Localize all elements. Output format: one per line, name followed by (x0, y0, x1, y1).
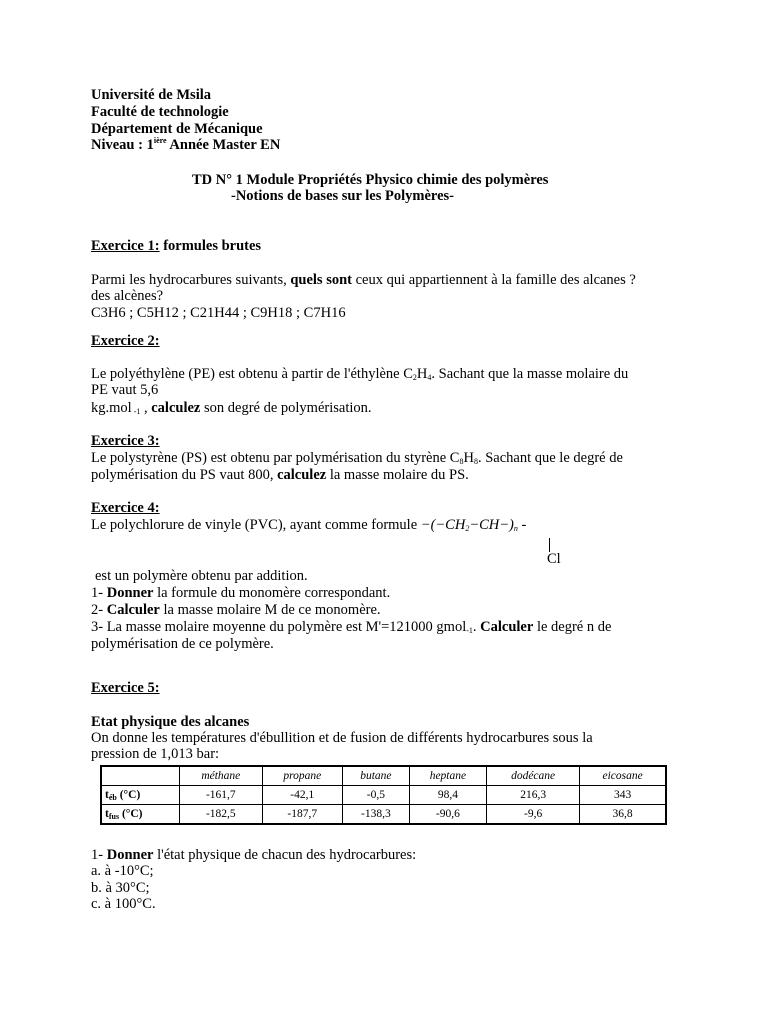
col-header: méthane (180, 766, 263, 786)
col-header: propane (262, 766, 342, 786)
table-row (101, 786, 666, 805)
ex4-q3-bold: Calculer (480, 619, 534, 635)
table-cell: -90,6 (409, 805, 486, 825)
ex4-p1-text: Le polychlorure de vinyle (PVC), ayant comme formule (91, 517, 421, 533)
pvc-formula-a: −(−CH (420, 517, 466, 533)
pvc-chlorine: Cl (547, 551, 561, 567)
ex1-heading: Exercice 1: (91, 238, 160, 254)
ex2-p3-bold: calculez (151, 400, 201, 416)
ex1-p1 (91, 272, 636, 289)
ex4-heading: Exercice 4: (91, 500, 160, 516)
ex3-mid: H (463, 450, 474, 466)
table-corner-cell (101, 766, 180, 786)
ex4-p1 (91, 517, 526, 537)
ex2-p1 (91, 366, 628, 386)
ex2-p3-post: son degré de polymérisation. (200, 400, 372, 416)
pvc-formula-n: n (513, 524, 518, 533)
ex1-p1-bold: quels sont (290, 272, 352, 288)
ex3-p1-pre: Le polystyrène (PS) est obtenu par polymérisation du styrène C (91, 450, 460, 466)
ex3-heading: Exercice 3: (91, 433, 160, 449)
ex4-q3-pre: 3- La masse molaire moyenne du polymère est M'=121000 gmol (91, 619, 467, 635)
ex1-p1-pre: Parmi les hydrocarbures suivants, (91, 272, 291, 288)
ex4-q2 (91, 602, 381, 619)
ex4-q2-pre: 2- (91, 602, 107, 618)
formula-bond-line (549, 538, 550, 552)
level-pre: Niveau : 1 (91, 137, 154, 153)
ex5-p2: pression de 1,013 bar: (91, 746, 220, 762)
ex5-item-b: b. à 30°C; (91, 880, 150, 896)
table-cell: -42,1 (262, 786, 342, 805)
pvc-formula (421, 517, 518, 533)
table-cell: 216,3 (487, 786, 580, 805)
row2-label-post: (°C) (119, 807, 143, 820)
row1-label-post: (°C) (116, 788, 141, 801)
alkane-temperature-table (100, 765, 667, 825)
table-cell: -138,3 (342, 805, 409, 825)
table-cell: 343 (580, 786, 666, 805)
ex4-q1-post: la formule du monomère correspondant. (153, 585, 391, 601)
department-name: Département de Mécanique (91, 121, 263, 137)
table-row (101, 805, 666, 825)
ex5-item-c: c. à 100°C. (91, 896, 156, 912)
ex2-p3-mid: , (140, 400, 152, 416)
ex2-p1-pre: Le polyéthylène (PE) est obtenu à partir de l'éthylène C (91, 366, 413, 382)
ex4-p2: est un polymère obtenu par addition. (95, 568, 308, 584)
ex1-heading-line (91, 238, 261, 255)
ex4-q1-pre: 1- (91, 585, 107, 601)
ex4-q3-sub: -1 (466, 626, 473, 635)
ex5-p1: On donne les températures d'ébullition et de fusion de différents hydrocarbures sous la (91, 730, 593, 746)
ex1-p1-post: ceux qui appartiennent à la famille des alcanes ? (352, 272, 636, 288)
row-label-boiling (101, 786, 180, 805)
ex5-q1-post: l'état physique de chacun des hydrocarbures: (153, 847, 417, 863)
ex3-p2-post: la masse molaire du PS. (326, 467, 469, 483)
university-name: Université de Msila (91, 87, 212, 103)
col-header: eicosane (580, 766, 666, 786)
ex3-p2-bold: calculez (277, 467, 327, 483)
table-cell: 98,4 (409, 786, 486, 805)
table-cell: -9,6 (487, 805, 580, 825)
ex4-q2-post: la masse molaire M de ce monomère. (159, 602, 381, 618)
ex4-q3-line2: polymérisation de ce polymère. (91, 636, 274, 652)
doc-title: TD N° 1 Module Propriétés Physico chimie des polymères (192, 172, 549, 188)
level-sup: ière (153, 136, 167, 145)
ex2-heading: Exercice 2: (91, 333, 160, 349)
ex2-sub2: 4 (427, 373, 432, 382)
level-post: Année Master EN (166, 137, 281, 153)
ex3-p2 (91, 467, 469, 484)
ex4-q3-post: le degré n de (533, 619, 612, 635)
ex2-mid: H (416, 366, 428, 382)
table-cell: 36,8 (580, 805, 666, 825)
ex2-sub1: 2 (412, 373, 417, 382)
ex4-q3-mid: . (472, 619, 481, 635)
doc-subtitle: -Notions de bases sur les Polymères- (231, 188, 454, 204)
col-header: butane (342, 766, 409, 786)
ex5-item-a: a. à -10°C; (91, 863, 154, 879)
ex5-q1 (91, 847, 416, 864)
ex3-p2-pre: polymérisation du PS vaut 800, (91, 467, 278, 483)
ex1-subtitle: formules brutes (159, 238, 262, 254)
row1-label-sub: éb (108, 792, 117, 802)
ex4-q1 (91, 585, 390, 602)
ex2-p3 (91, 400, 372, 420)
ex2-p2: PE vaut 5,6 (91, 382, 159, 398)
ex5-q1-pre: 1- (91, 847, 107, 863)
ex3-sub2: 8 (473, 457, 478, 466)
ex5-subheading: Etat physique des alcanes (91, 714, 250, 730)
table-header-row (101, 766, 666, 786)
table-cell: -0,5 (342, 786, 409, 805)
pvc-formula-end: - (517, 517, 527, 533)
ex3-sub1: 8 (459, 457, 464, 466)
row2-label-sub: fus (108, 811, 120, 821)
pvc-formula-sub: 2 (465, 524, 470, 533)
ex2-p3-pre: kg.mol (91, 400, 132, 416)
ex5-q1-bold: Donner (106, 847, 154, 863)
ex1-p2: des alcènes? (91, 288, 164, 304)
table-cell: -161,7 (180, 786, 263, 805)
ex2-p3-sub: -1 (131, 407, 141, 416)
ex4-q1-bold: Donner (106, 585, 154, 601)
pvc-formula-b: −CH−) (469, 517, 514, 533)
row1-label-pre: t (105, 788, 109, 801)
ex5-heading: Exercice 5: (91, 680, 160, 696)
col-header: heptane (409, 766, 486, 786)
ex4-q2-bold: Calculer (106, 602, 160, 618)
col-header: dodécane (487, 766, 580, 786)
table-cell: -182,5 (180, 805, 263, 825)
row-label-fusion (101, 805, 180, 825)
ex1-formulas: C3H6 ; C5H12 ; C21H44 ; C9H18 ; C7H16 (91, 305, 346, 321)
row2-label-pre: t (105, 807, 109, 820)
faculty-name: Faculté de technologie (91, 104, 229, 120)
ex2-p1-post: . Sachant que la masse molaire du (431, 366, 629, 382)
table-cell: -187,7 (262, 805, 342, 825)
ex3-p1-post: . Sachant que le degré de (477, 450, 623, 466)
level-line (91, 137, 280, 154)
